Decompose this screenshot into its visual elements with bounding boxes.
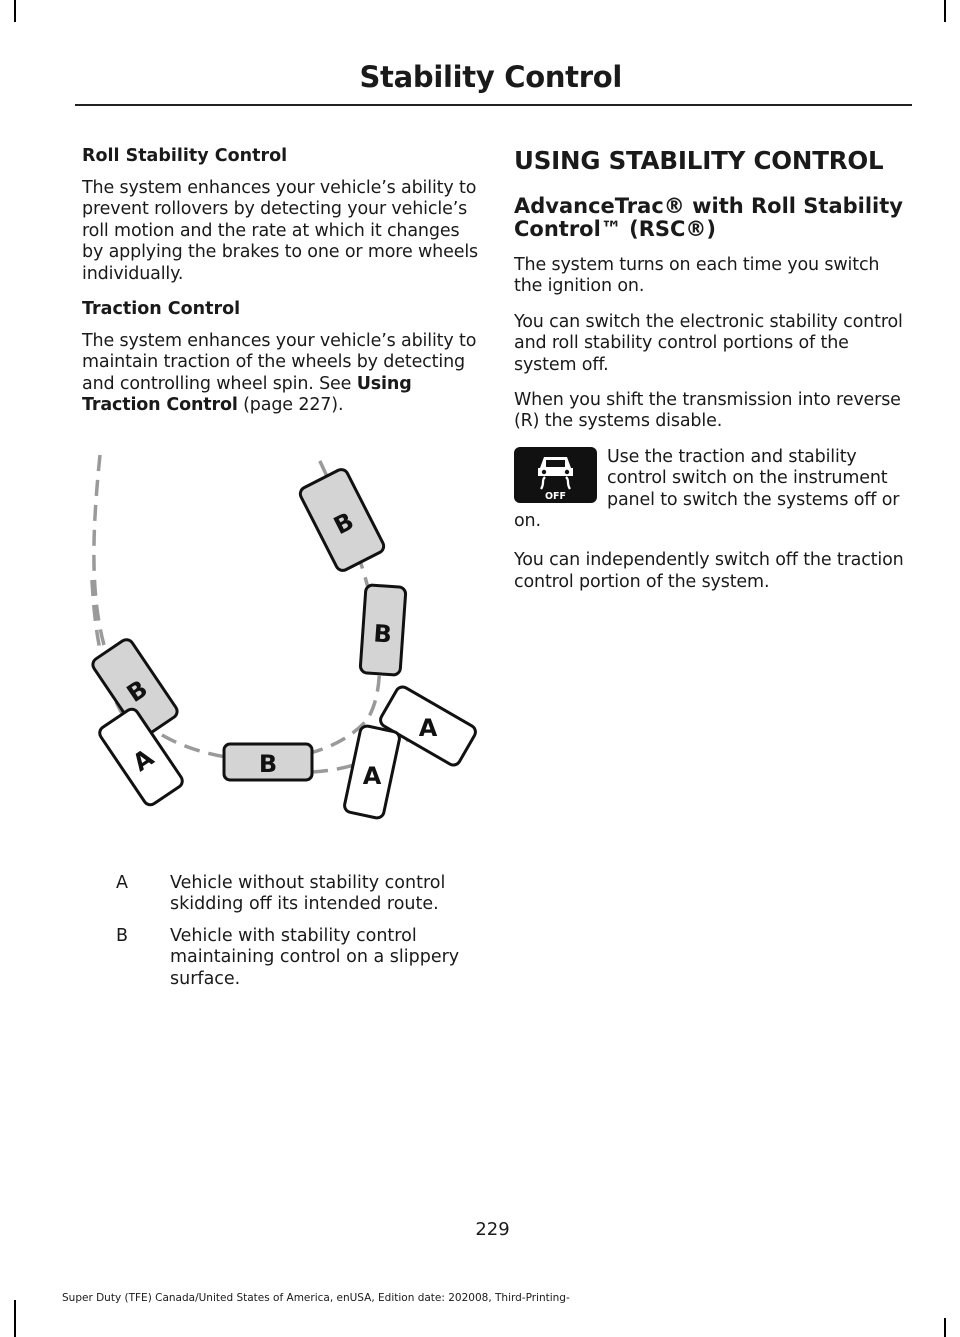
traction-off-icon-svg [514,447,597,503]
roll-stability-heading: Roll Stability Control [82,146,288,166]
paragraph: You can independently switch off the traction control portion of the system. [514,550,904,592]
vehicle-label: B [329,506,359,541]
right-column [514,146,909,607]
stability-diagram [82,440,482,850]
vehicle-label: B [258,750,278,778]
subsection-heading: AdvanceTrac® with Roll Stability Control™ (RSC®) [514,194,903,241]
legend-text: Vehicle without stability control skidding off its intended route. [170,873,446,915]
paragraph: You can switch the electronic stability control and roll stability control portions of the system off. [514,311,903,375]
vehicle-label: B [372,619,393,649]
header-divider [75,104,912,106]
traction-text-part: The system enhances your vehicle’s ability to maintain traction of the wheels by detecting and controlling wheel spin. See [82,331,477,394]
paragraph: The system turns on each time you switch the ignition on. [514,255,880,297]
traction-control-off-icon [514,447,597,503]
vehicle-label: B [121,674,153,709]
vehicle-a [343,725,400,819]
legend-key: B [116,925,129,946]
vehicle-b [224,744,312,780]
vehicle-a [97,707,185,808]
traction-control-link[interactable]: Using Traction Control [82,373,412,416]
page-number: 229 [475,1219,510,1240]
vehicle-label: A [418,714,438,742]
page-title: Stability Control [359,60,622,94]
roll-stability-text: The system enhances your vehicle’s ability to prevent rollovers by detecting your vehicle’s roll motion and the rate at which it changes by applying the brakes to one or more wheels individually. [82,178,479,284]
vehicle-label: A [362,762,382,790]
paragraph: When you shift the transmission into reverse (R) the systems disable. [514,390,901,432]
paragraph: Use the traction and stability control switch on the instrument panel to switch the systems off or on. [514,446,900,532]
stability-diagram-svg [82,440,482,850]
section-heading: USING STABILITY CONTROL [514,146,884,175]
crop-mark [14,0,16,22]
crop-mark [944,1318,946,1337]
crop-mark [14,1300,16,1337]
traction-control-text [82,331,482,417]
traction-text-page-ref: (page 227). [237,395,344,416]
vehicle-b [360,585,406,676]
legend-text: Vehicle with stability control maintaining control on a slippery surface. [170,925,460,989]
footer-edition: Super Duty (TFE) Canada/United States of America, enUSA, Edition date: 202008, Third-Printing- [62,1292,570,1304]
vehicle-label: A [127,743,159,778]
switch-instruction [514,447,909,533]
diagram-legend [116,873,476,1000]
legend-key: A [116,873,128,893]
legend-row [116,873,476,916]
legend-row [116,926,476,990]
left-column [82,146,482,431]
off-label: OFF [544,490,567,502]
traction-control-heading: Traction Control [82,299,241,320]
vehicle-b [298,467,386,573]
crop-mark [944,0,946,22]
